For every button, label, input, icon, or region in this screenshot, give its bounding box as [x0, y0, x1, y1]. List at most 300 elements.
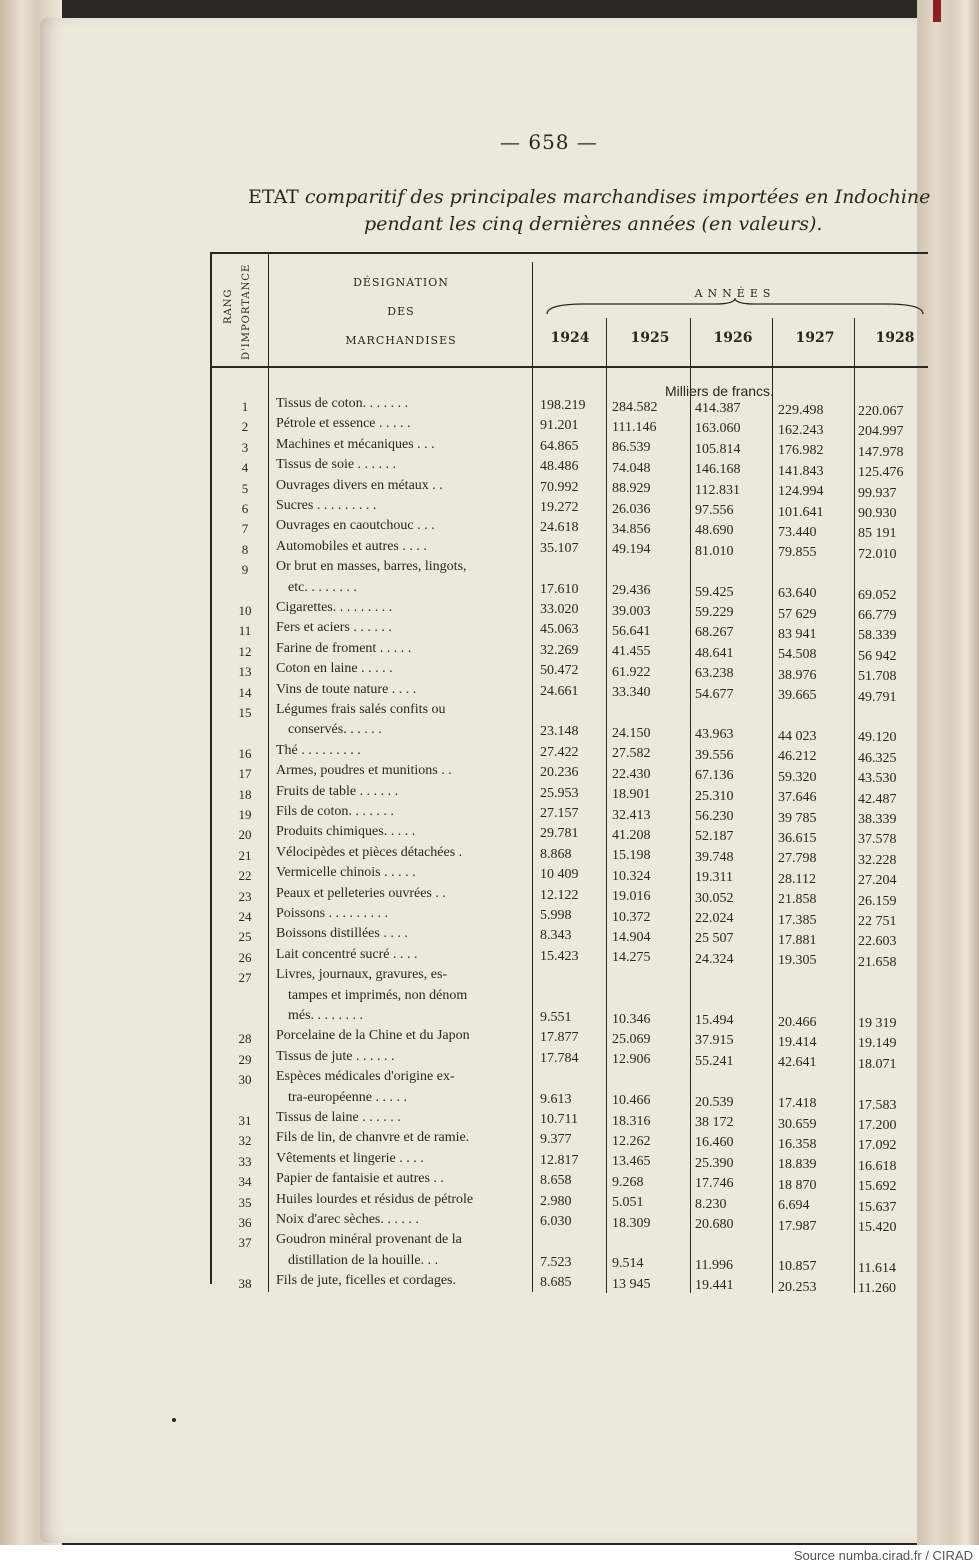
rank-header — [215, 262, 271, 362]
row-value-1926: 19.311 — [695, 870, 733, 886]
row-value-1925: 26.036 — [612, 501, 651, 517]
row-designation: Espèces médicales d'origine ex- — [276, 1069, 455, 1085]
row-value-1928: 22 751 — [858, 914, 897, 929]
row-value-1927: 57 629 — [778, 606, 817, 622]
row-value-1926: 25.310 — [695, 788, 734, 804]
row-rank: 25 — [238, 929, 252, 945]
row-value-1925: 74.048 — [612, 460, 651, 476]
row-value-1927: 124.994 — [778, 484, 824, 500]
row-value-1926: 414.387 — [695, 401, 741, 416]
row-rank: 35 — [238, 1194, 252, 1210]
row-rank: 36 — [238, 1215, 252, 1230]
row-value-1928: 19.149 — [858, 1036, 897, 1052]
row-rank: 10 — [238, 603, 252, 618]
row-value-1924: 17.610 — [540, 581, 579, 597]
row-value-1925: 14.904 — [612, 929, 651, 945]
row-designation: Cigarettes. . . . . . . . . — [276, 600, 393, 615]
row-value-1924: 8.868 — [540, 846, 572, 862]
row-rank: 16 — [238, 745, 252, 761]
row-value-1926: 105.814 — [695, 441, 741, 457]
col-divider-1927 — [772, 318, 773, 1293]
year-header-1926: 1926 — [713, 330, 753, 346]
bookmark-ribbon — [933, 0, 941, 22]
row-value-1927: 20.466 — [778, 1014, 817, 1030]
row-designation: Fils de jute, ficelles et cordages. — [276, 1273, 456, 1289]
row-rank: 3 — [241, 439, 249, 455]
col-divider-1925 — [606, 318, 607, 1293]
row-designation: Goudron minéral provenant de la — [276, 1232, 462, 1248]
row-value-1928: 16.618 — [858, 1158, 897, 1174]
row-value-1927: 20.253 — [778, 1279, 817, 1295]
row-value-1928: 17.583 — [858, 1097, 897, 1113]
row-designation: Huiles lourdes et résidus de pétrole — [276, 1191, 474, 1207]
row-designation: més. . . . . . . . — [288, 1008, 364, 1023]
row-designation: Machines et mécaniques . . . — [276, 436, 435, 452]
row-value-1926: 54.677 — [695, 686, 734, 702]
row-value-1928: 125.476 — [858, 465, 904, 481]
year-header-1925: 1925 — [630, 330, 670, 346]
row-value-1924: 70.992 — [540, 479, 579, 495]
row-rank: 20 — [238, 827, 252, 843]
row-value-1925: 10.466 — [612, 1093, 651, 1109]
row-designation: Tissus de soie . . . . . . — [276, 457, 397, 473]
row-rank: 21 — [238, 847, 252, 863]
row-value-1924: 45.063 — [540, 622, 579, 638]
row-designation: Armes, poudres et munitions . . — [276, 763, 452, 779]
row-value-1928: 51.708 — [858, 669, 897, 685]
designation-header-3: MARCHANDISES — [345, 334, 457, 347]
row-value-1928: 147.978 — [858, 444, 904, 460]
row-value-1924: 10.711 — [540, 1112, 578, 1127]
row-value-1926: 39.556 — [695, 747, 734, 763]
row-value-1924: 12.122 — [540, 887, 579, 903]
row-value-1926: 97.556 — [695, 503, 734, 518]
row-designation: Sucres . . . . . . . . . — [276, 498, 377, 513]
row-value-1926: 43.963 — [695, 727, 734, 743]
row-value-1924: 8.685 — [540, 1275, 572, 1291]
row-value-1924: 9.377 — [540, 1132, 572, 1148]
row-value-1925: 15.198 — [612, 848, 651, 864]
row-value-1925: 49.194 — [612, 542, 651, 558]
row-value-1924: 64.865 — [540, 438, 579, 454]
row-rank: 37 — [238, 1235, 252, 1251]
row-rank: 23 — [238, 888, 252, 904]
row-value-1926: 37.915 — [695, 1033, 734, 1049]
row-designation: Poissons . . . . . . . . . — [276, 906, 389, 921]
row-designation: Thé . . . . . . . . . — [276, 742, 361, 758]
row-value-1928: 204.997 — [858, 424, 904, 440]
row-value-1928: 15.692 — [858, 1179, 897, 1195]
row-value-1925: 39.003 — [612, 603, 651, 619]
row-value-1927: 37.646 — [778, 790, 817, 806]
table-title-line2: pendant les cinq dernières années (en valeurs). — [364, 213, 823, 235]
row-value-1927: 17.418 — [778, 1096, 817, 1112]
row-value-1925: 10.372 — [612, 909, 651, 925]
row-value-1927: 79.855 — [778, 545, 817, 561]
row-value-1925: 29.436 — [612, 583, 651, 599]
row-value-1925: 33.340 — [612, 685, 651, 701]
row-value-1924: 8.658 — [540, 1173, 572, 1189]
row-value-1927: 18.839 — [778, 1157, 817, 1173]
row-value-1925: 86.539 — [612, 440, 651, 456]
row-designation: Ouvrages en caoutchouc . . . — [276, 518, 435, 534]
row-value-1924: 32.269 — [540, 642, 579, 658]
col-divider-1926 — [690, 318, 691, 1293]
row-value-1927: 141.843 — [778, 463, 824, 479]
row-value-1925: 18.901 — [612, 787, 651, 803]
row-rank: 38 — [238, 1276, 252, 1292]
row-value-1926: 112.831 — [695, 482, 740, 498]
row-value-1927: 17.881 — [778, 932, 817, 948]
row-value-1928: 220.067 — [858, 404, 904, 419]
designation-header-2: DES — [387, 305, 415, 318]
row-designation: Tissus de jute . . . . . . — [276, 1048, 395, 1064]
row-value-1926: 15.494 — [695, 1013, 734, 1028]
row-value-1926: 146.168 — [695, 462, 741, 478]
row-value-1926: 8.230 — [695, 1196, 727, 1212]
row-value-1928: 46.325 — [858, 750, 897, 766]
row-designation: conservés. . . . . . — [288, 722, 382, 738]
col-divider-1928 — [854, 318, 855, 1293]
row-designation: Tissus de laine . . . . . . — [276, 1110, 401, 1125]
row-value-1927: 73.440 — [778, 524, 817, 540]
row-value-1928: 15.420 — [858, 1220, 897, 1235]
row-rank: 30 — [238, 1072, 252, 1088]
header-bottom-rule — [210, 366, 928, 368]
row-value-1928: 17.092 — [858, 1138, 897, 1154]
row-designation: Papier de fantaisie et autres . . — [276, 1171, 444, 1187]
row-value-1928: 58.339 — [858, 628, 897, 644]
year-header-1928: 1928 — [875, 330, 915, 346]
years-group-header: ANNÉES — [694, 287, 776, 300]
row-value-1924: 48.486 — [540, 459, 579, 475]
row-designation: Ouvrages divers en métaux . . — [276, 477, 443, 493]
row-value-1924: 25.953 — [540, 785, 579, 801]
row-value-1928: 85 191 — [858, 526, 897, 542]
page-number: — 658 — — [500, 130, 598, 154]
row-designation: Porcelaine de la Chine et du Japon — [276, 1028, 470, 1044]
row-value-1928: 11.614 — [858, 1260, 896, 1276]
row-designation: Lait concentré sucré . . . . — [276, 946, 418, 962]
row-value-1927: 10.857 — [778, 1259, 817, 1275]
row-value-1924: 17.877 — [540, 1030, 579, 1046]
row-value-1926: 19.441 — [695, 1278, 734, 1294]
row-value-1925: 9.268 — [612, 1174, 644, 1190]
years-brace — [545, 298, 925, 316]
row-value-1928: 72.010 — [858, 546, 897, 562]
row-value-1926: 59.425 — [695, 584, 734, 600]
row-value-1924: 91.201 — [540, 418, 579, 434]
row-value-1927: 38.976 — [778, 667, 817, 683]
row-value-1927: 229.498 — [778, 402, 824, 418]
row-rank: 13 — [238, 664, 252, 680]
row-value-1924: 27.422 — [540, 744, 579, 760]
row-value-1928: 21.658 — [858, 954, 897, 970]
row-value-1924: 7.523 — [540, 1254, 572, 1270]
row-designation: Coton en laine . . . . . — [276, 661, 393, 677]
row-designation: Vins de toute nature . . . . — [276, 681, 417, 697]
row-value-1927: 19.305 — [778, 953, 817, 969]
row-value-1927: 17.385 — [778, 912, 817, 928]
designation-header-1: DÉSIGNATION — [353, 276, 449, 289]
row-rank: 6 — [241, 501, 249, 516]
row-value-1925: 88.929 — [612, 481, 651, 497]
row-designation: Légumes frais salés confits ou — [276, 702, 446, 717]
row-value-1924: 6.030 — [540, 1214, 572, 1229]
row-value-1925: 18.316 — [612, 1113, 651, 1129]
row-value-1928: 37.578 — [858, 832, 897, 848]
rank-column-divider — [268, 252, 269, 1292]
row-value-1925: 13 945 — [612, 1276, 651, 1292]
row-value-1926: 25.390 — [695, 1155, 734, 1171]
row-value-1927: 16.358 — [778, 1136, 817, 1152]
row-designation: Vermicelle chinois . . . . . — [276, 865, 416, 881]
row-designation: Fers et aciers . . . . . . — [276, 620, 392, 636]
year-header-1927: 1927 — [795, 330, 835, 346]
row-value-1924: 20.236 — [540, 765, 579, 781]
row-value-1927: 21.858 — [778, 892, 817, 908]
row-value-1927: 162.243 — [778, 422, 824, 438]
row-value-1927: 17.987 — [778, 1218, 817, 1234]
row-rank: 18 — [238, 786, 252, 802]
row-value-1925: 111.146 — [612, 419, 657, 435]
row-value-1926: 48.690 — [695, 523, 734, 539]
right-page-edge — [917, 0, 979, 1545]
row-value-1924: 23.148 — [540, 724, 579, 740]
row-value-1925: 56.641 — [612, 623, 651, 639]
row-value-1925: 10.324 — [612, 868, 651, 884]
row-value-1925: 32.413 — [612, 807, 651, 823]
row-value-1925: 19.016 — [612, 889, 651, 905]
row-value-1926: 81.010 — [695, 543, 734, 559]
row-value-1925: 41.455 — [612, 644, 651, 660]
row-value-1924: 19.272 — [540, 500, 579, 515]
row-value-1928: 56 942 — [858, 648, 897, 664]
row-value-1926: 20.680 — [695, 1217, 734, 1232]
row-designation: Fils de coton. . . . . . . — [276, 804, 394, 819]
row-designation: distillation de la houille. . . — [288, 1252, 439, 1268]
row-designation: Peaux et pelleteries ouvrées . . — [276, 885, 446, 901]
row-value-1928: 42.487 — [858, 791, 897, 807]
row-designation: Boissons distillées . . . . — [276, 926, 408, 942]
row-value-1924: 29.781 — [540, 826, 579, 842]
row-rank: 34 — [238, 1174, 252, 1190]
row-value-1924: 10 409 — [540, 867, 579, 883]
row-value-1927: 83 941 — [778, 626, 817, 642]
row-rank: 32 — [238, 1133, 252, 1149]
row-designation: Livres, journaux, gravures, es- — [276, 967, 448, 983]
row-value-1925: 22.430 — [612, 766, 651, 782]
row-rank: 28 — [238, 1031, 252, 1047]
row-value-1925: 18.309 — [612, 1215, 651, 1231]
row-value-1924: 24.661 — [540, 683, 579, 699]
row-designation: Farine de froment . . . . . — [276, 640, 412, 656]
row-value-1927: 44 023 — [778, 728, 817, 744]
row-designation: tra-européenne . . . . . — [288, 1089, 407, 1105]
row-value-1926: 52.187 — [695, 829, 734, 845]
row-value-1926: 30.052 — [695, 890, 734, 906]
row-designation: tampes et imprimés, non dénom — [288, 987, 468, 1003]
row-value-1926: 20.539 — [695, 1094, 734, 1110]
row-value-1927: 30.659 — [778, 1116, 817, 1132]
unit-caption: Milliers de francs. — [665, 383, 774, 399]
row-rank: 33 — [238, 1153, 252, 1169]
row-rank: 29 — [238, 1051, 252, 1067]
row-value-1926: 163.060 — [695, 421, 741, 437]
row-rank: 11 — [238, 623, 252, 639]
table-title-line1 — [248, 186, 930, 208]
row-rank: 22 — [238, 868, 252, 884]
rank-header-rang: RANG — [223, 288, 234, 324]
title-lead: ETAT — [248, 186, 299, 208]
row-designation: Fruits de table . . . . . . — [276, 783, 399, 799]
row-value-1927: 19.414 — [778, 1034, 817, 1050]
row-value-1925: 12.262 — [612, 1133, 651, 1149]
title-text-1: comparitif des principales marchandises importées en Indochine — [304, 186, 931, 208]
row-value-1926: 68.267 — [695, 625, 734, 641]
row-designation: Pétrole et essence . . . . . — [276, 416, 411, 432]
row-value-1926: 55.241 — [695, 1053, 734, 1069]
row-rank: 26 — [238, 949, 252, 965]
row-value-1927: 27.798 — [778, 851, 817, 867]
row-value-1926: 56.230 — [695, 809, 734, 824]
row-value-1927: 39 785 — [778, 810, 817, 826]
row-value-1925: 41.208 — [612, 827, 651, 843]
row-rank: 4 — [241, 460, 249, 476]
row-value-1927: 63.640 — [778, 586, 817, 602]
row-designation: Fils de lin, de chanvre et de ramie. — [276, 1130, 470, 1146]
row-value-1927: 6.694 — [778, 1198, 810, 1214]
source-footer: Source numba.cirad.fr / CIRAD — [0, 1545, 979, 1566]
row-value-1925: 13.465 — [612, 1154, 651, 1170]
row-rank: 2 — [241, 419, 249, 435]
row-value-1927: 101.641 — [778, 504, 824, 520]
row-value-1924: 27.157 — [540, 806, 579, 821]
row-value-1924: 35.107 — [540, 540, 579, 556]
row-value-1924: 17.784 — [540, 1050, 579, 1066]
row-value-1927: 39.665 — [778, 688, 817, 704]
row-value-1925: 25.069 — [612, 1031, 651, 1047]
row-designation: Produits chimiques. . . . . — [276, 824, 416, 840]
row-value-1925: 14.275 — [612, 950, 651, 966]
row-value-1928: 49.120 — [858, 730, 897, 746]
row-value-1925: 61.922 — [612, 664, 651, 680]
row-value-1928: 49.791 — [858, 689, 897, 705]
row-rank: 7 — [241, 521, 249, 537]
row-value-1925: 284.582 — [612, 399, 658, 415]
row-rank: 15 — [238, 705, 252, 720]
row-value-1928: 26.159 — [858, 893, 897, 909]
row-rank: 9 — [241, 562, 249, 578]
row-rank: 17 — [238, 766, 252, 782]
designation-column-divider — [532, 262, 533, 1292]
row-value-1928: 11.260 — [858, 1281, 896, 1297]
row-value-1924: 2.980 — [540, 1193, 572, 1209]
row-designation: etc. . . . . . . . — [288, 579, 357, 595]
row-value-1927: 59.320 — [778, 769, 817, 785]
row-value-1925: 24.150 — [612, 725, 651, 741]
row-value-1928: 17.200 — [858, 1118, 897, 1133]
row-value-1924: 9.613 — [540, 1091, 572, 1107]
row-designation: Vêtements et lingerie . . . . — [276, 1150, 424, 1166]
row-value-1925: 27.582 — [612, 746, 651, 762]
row-value-1924: 33.020 — [540, 602, 579, 617]
row-value-1924: 198.219 — [540, 398, 586, 413]
row-value-1926: 11.996 — [695, 1257, 733, 1273]
row-value-1926: 67.136 — [695, 768, 734, 784]
row-value-1926: 17.746 — [695, 1176, 734, 1192]
row-value-1925: 9.514 — [612, 1256, 644, 1272]
row-value-1927: 54.508 — [778, 647, 817, 663]
row-value-1928: 22.603 — [858, 934, 897, 950]
ink-speck — [172, 1418, 176, 1422]
row-value-1927: 36.615 — [778, 830, 817, 846]
year-header-1924: 1924 — [550, 330, 590, 346]
row-value-1928: 43.530 — [858, 771, 897, 787]
row-value-1926: 24.324 — [695, 951, 734, 967]
row-value-1926: 25 507 — [695, 931, 734, 947]
row-value-1927: 176.982 — [778, 443, 824, 459]
row-value-1926: 39.748 — [695, 849, 734, 865]
row-value-1927: 18 870 — [778, 1177, 817, 1193]
row-value-1928: 18.071 — [858, 1056, 897, 1072]
row-rank: 1 — [241, 399, 249, 414]
row-value-1925: 12.906 — [612, 1052, 651, 1068]
row-value-1925: 34.856 — [612, 521, 651, 537]
row-value-1928: 27.204 — [858, 873, 897, 889]
table-left-border — [210, 252, 212, 1284]
row-value-1927: 28.112 — [778, 871, 816, 887]
row-value-1925: 10.346 — [612, 1011, 651, 1027]
row-value-1928: 66.779 — [858, 608, 897, 623]
row-designation: Vélocipèdes et pièces détachées . — [276, 844, 463, 860]
row-designation: Automobiles et autres . . . . — [276, 538, 427, 554]
row-value-1926: 16.460 — [695, 1135, 734, 1151]
row-rank: 24 — [238, 909, 252, 924]
row-value-1924: 50.472 — [540, 663, 579, 679]
row-value-1926: 63.238 — [695, 666, 734, 682]
row-value-1926: 38 172 — [695, 1115, 734, 1130]
row-value-1926: 22.024 — [695, 911, 734, 926]
row-value-1926: 48.641 — [695, 645, 734, 661]
row-value-1924: 5.998 — [540, 908, 572, 923]
row-rank: 5 — [241, 480, 249, 496]
row-value-1924: 9.551 — [540, 1010, 572, 1025]
row-value-1928: 15.637 — [858, 1199, 897, 1215]
row-value-1924: 15.423 — [540, 948, 579, 964]
row-value-1928: 69.052 — [858, 587, 897, 603]
row-value-1926: 59.229 — [695, 605, 734, 620]
row-designation: Tissus de coton. . . . . . . — [276, 396, 409, 411]
row-value-1928: 38.339 — [858, 812, 897, 827]
row-value-1924: 8.343 — [540, 928, 572, 944]
row-rank: 12 — [238, 643, 252, 659]
row-designation: Or brut en masses, barres, lingots, — [276, 559, 467, 575]
row-rank: 14 — [238, 684, 252, 700]
row-value-1927: 42.641 — [778, 1055, 817, 1071]
row-value-1928: 90.930 — [858, 506, 897, 521]
row-value-1928: 99.937 — [858, 485, 897, 501]
row-rank: 8 — [241, 541, 249, 557]
row-value-1924: 24.618 — [540, 520, 579, 536]
row-value-1928: 19 319 — [858, 1016, 897, 1031]
row-value-1927: 46.212 — [778, 749, 817, 765]
row-rank: 27 — [238, 970, 252, 986]
row-value-1928: 32.228 — [858, 852, 897, 868]
rank-header-importance: D'IMPORTANCE — [241, 263, 252, 360]
table-top-rule — [210, 252, 928, 254]
row-rank: 19 — [238, 807, 252, 822]
